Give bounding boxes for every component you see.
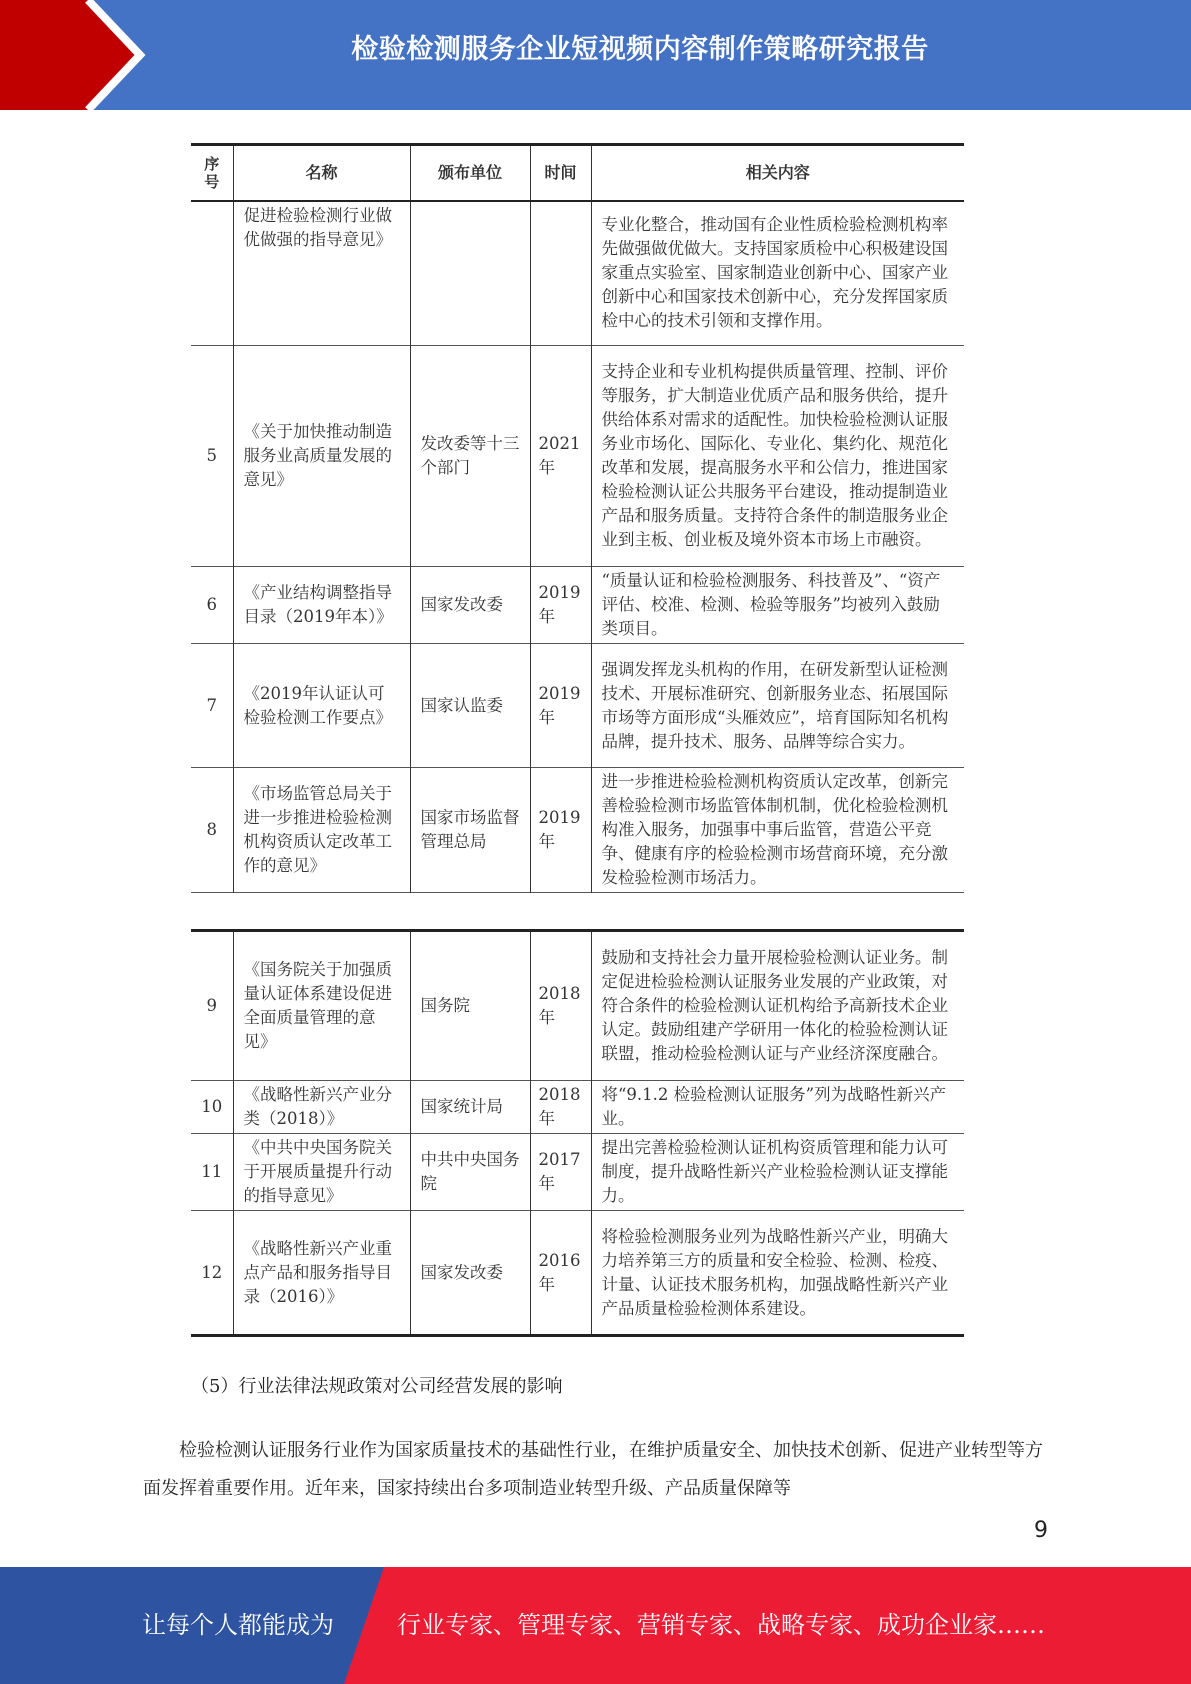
cell-year: 2019年 (530, 768, 591, 893)
footer-slogan-left: 让每个人都能成为 (142, 1611, 334, 1639)
cell-no: 11 (191, 1134, 233, 1211)
table-row (191, 1211, 964, 1336)
cell-content: “质量认证和检验检测服务、科技普及”、“资产评估、校准、检测、检验等服务”均被列入鼓励类项目。 (591, 567, 964, 644)
cell-issuer: 国务院 (410, 931, 530, 1081)
table-row (191, 1134, 964, 1211)
cell-year: 2017年 (530, 1134, 591, 1211)
cell-year: 2019年 (530, 567, 591, 644)
header-issuer: 颁布单位 (410, 145, 530, 201)
cell-no: 12 (191, 1211, 233, 1336)
cell-year: 2018年 (530, 931, 591, 1081)
cell-no: 7 (191, 644, 233, 768)
cell-no: 5 (191, 346, 233, 567)
table-row (191, 644, 964, 768)
table-row (191, 931, 964, 1081)
cell-name: 《国务院关于加强质量认证体系建设促进全面质量管理的意见》 (233, 931, 410, 1081)
cell-name: 《关于加快推动制造服务业高质量发展的意见》 (233, 346, 410, 567)
cell-year: 2018年 (530, 1081, 591, 1134)
cell-no: 8 (191, 768, 233, 893)
cell-issuer: 国家市场监督管理总局 (410, 768, 530, 893)
header-no: 序号 (191, 145, 233, 201)
cell-year: 2021年 (530, 346, 591, 567)
section-heading: （5）行业法律法规政策对公司经营发展的影响 (191, 1376, 563, 1397)
cell-name: 《市场监管总局关于进一步推进检验检测机构资质认定改革工作的意见》 (233, 768, 410, 893)
table-row (191, 346, 964, 567)
cell-content: 支持企业和专业机构提供质量管理、控制、评价等服务，扩大制造业优质产品和服务供给，提升供给体系对需求的适配性。加快检验检测认证服务业市场化、国际化、专业化、集约化、规范化改革和发展，提高服务水平和公信力，推进国家检验检测认证公共服务平台建设，推动提制造业产品和服务质量。支持符合条件的制造服务业企业到主板、创业板及境外资本市场上市融资。 (591, 346, 964, 567)
header-year: 时间 (530, 145, 591, 201)
cell-name: 促进检验检测行业做优做强的指导意见》 (233, 201, 410, 346)
body-paragraph: 检验检测认证服务行业作为国家质量技术的基础性行业，在维护质量安全、加快技术创新、促进产业转型等方面发挥着重要作用。近年来，国家持续出台多项制造业转型升级、产品质量保障等 (143, 1440, 1043, 1499)
cell-issuer: 国家发改委 (410, 567, 530, 644)
cell-content: 提出完善检验检测认证机构资质管理和能力认可制度，提升战略性新兴产业检验检测认证支撑能力。 (591, 1134, 964, 1211)
table-header-row (191, 145, 964, 201)
table-row (191, 1081, 964, 1134)
cell-name: 《中共中央国务院关于开展质量提升行动的指导意见》 (233, 1134, 410, 1211)
cell-issuer: 中共中央国务院 (410, 1134, 530, 1211)
policy-table-part-1 (191, 143, 964, 893)
report-title: 检验检测服务企业短视频内容制作策略研究报告 (351, 34, 929, 65)
cell-name: 《2019年认证认可检验检测工作要点》 (233, 644, 410, 768)
cell-name: 《战略性新兴产业分类（2018）》 (233, 1081, 410, 1134)
cell-content: 鼓励和支持社会力量开展检验检测认证业务。制定促进检验检测认证服务业发展的产业政策，对符合条件的检验检测认证机构给予高新技术企业认定。鼓励组建产学研用一体化的检验检测认证联盟，推动检验检测认证与产业经济深度融合。 (591, 931, 964, 1081)
page-number: 9 (1034, 1518, 1048, 1543)
cell-content: 强调发挥龙头机构的作用，在研发新型认证检测技术、开展标准研究、创新服务业态、拓展国际市场等方面形成“头雁效应”，培育国际知名机构品牌，提升技术、服务、品牌等综合实力。 (591, 644, 964, 768)
cell-content: 进一步推进检验检测机构资质认定改革，创新完善检验检测市场监管体制机制，优化检验检测机构准入服务，加强事中事后监管，营造公平竞争、健康有序的检验检测市场营商环境，充分激发检验检测市场活力。 (591, 768, 964, 893)
cell-content: 专业化整合，推动国有企业性质检验检测机构率先做强做优做大。支持国家质检中心积极建设国家重点实验室、国家制造业创新中心、国家产业创新中心和国家技术创新中心，充分发挥国家质检中心的技术引领和支撑作用。 (591, 201, 964, 346)
cell-content: 将检验检测服务业列为战略性新兴产业，明确大力培养第三方的质量和安全检验、检测、检疫、计量、认证技术服务机构，加强战略性新兴产业产品质量检验检测体系建设。 (591, 1211, 964, 1336)
header-content: 相关内容 (591, 145, 964, 201)
cell-no: 9 (191, 931, 233, 1081)
table-row (191, 768, 964, 893)
red-arrow-decoration (0, 0, 150, 110)
cell-year: 2016年 (530, 1211, 591, 1336)
cell-no: 10 (191, 1081, 233, 1134)
policy-table-part-2 (191, 929, 964, 1337)
cell-year (530, 201, 591, 346)
footer-banner (0, 1567, 1191, 1684)
cell-issuer: 国家统计局 (410, 1081, 530, 1134)
report-header-banner (0, 0, 1191, 110)
header-name: 名称 (233, 145, 410, 201)
cell-issuer (410, 201, 530, 346)
cell-year: 2019年 (530, 644, 591, 768)
table-row (191, 201, 964, 346)
cell-issuer: 国家发改委 (410, 1211, 530, 1336)
footer-slogan-right: 行业专家、管理专家、营销专家、战略专家、成功企业家…… (397, 1611, 1045, 1639)
cell-content: 将“9.1.2 检验检测认证服务”列为战略性新兴产业。 (591, 1081, 964, 1134)
table-row (191, 567, 964, 644)
cell-no (191, 201, 233, 346)
cell-issuer: 发改委等十三个部门 (410, 346, 530, 567)
cell-name: 《产业结构调整指导目录（2019年本）》 (233, 567, 410, 644)
cell-issuer: 国家认监委 (410, 644, 530, 768)
cell-no: 6 (191, 567, 233, 644)
cell-name: 《战略性新兴产业重点产品和服务指导目录（2016）》 (233, 1211, 410, 1336)
